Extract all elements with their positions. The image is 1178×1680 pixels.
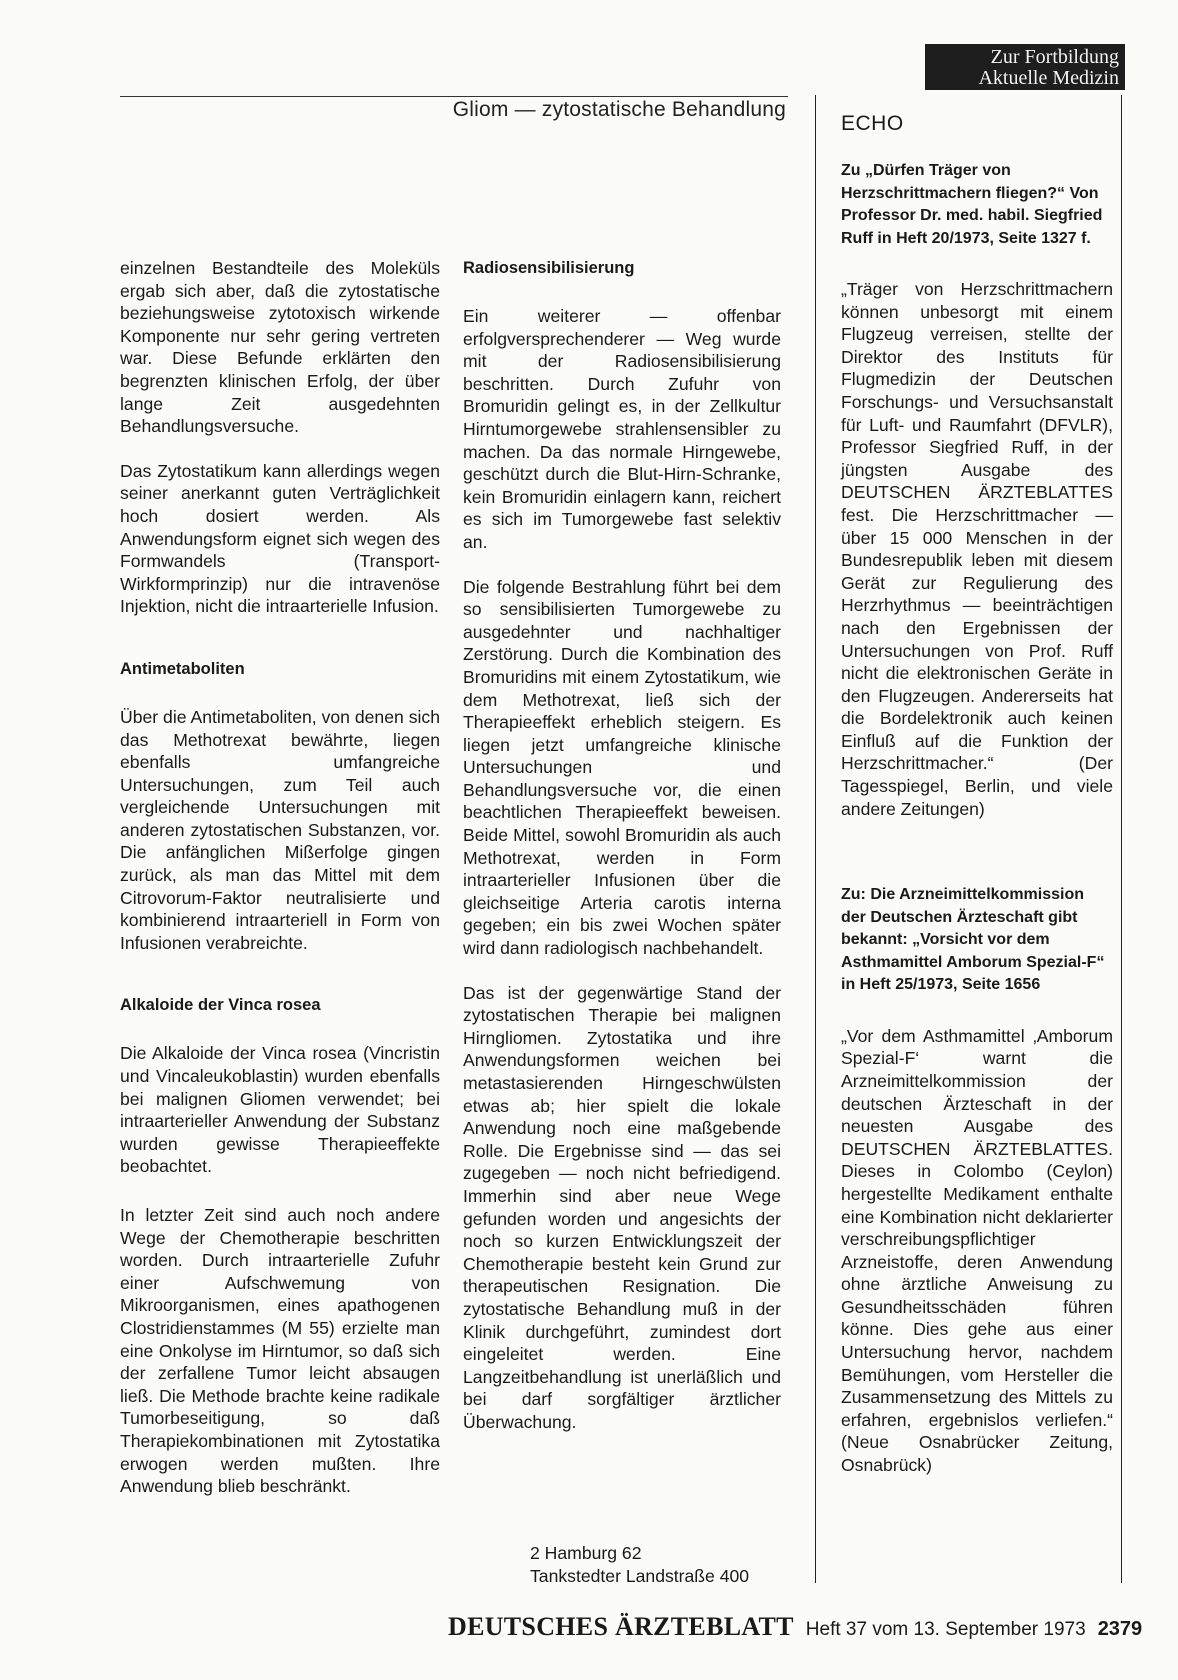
paragraph: Das ist der gegenwärtige Stand der zytostatischen Therapie bei malignen Hirngliomen. Zytostatika und ihre Anwendungsformen weichen bei metastasierenden Hirngeschwülsten etwas ab; hier spielt die lokale Anwendung noch eine maßgebende Rolle. Die Ergebnisse sind — das sei zugegeben — noch nicht befriedigend. Immerhin sind aber neue Wege gefunden worden und angesichts der noch so kurzen Entwicklungszeit der Chemotherapie besteht kein Grund zur therapeutischen Resignation. Die zytostatische Behandlung muß in der Klinik durchgeführt, zumindest dort eingeleitet werden. Eine Langzeitbehandlung ist unerläßlich und bei darf sorgfältiger ärztlicher Überwachung.	[463, 982, 781, 1432]
paragraph: In letzter Zeit sind auch noch andere Wege der Chemotherapie beschritten worden. Durch intraarterielle Zufuhr einer Aufschwemung von Mikroorganismen, eines apathogenen Clostridienstammes (M 55) erzielte man eine Onkolyse im Hirntumor, so daß sich der zerfallene Tumor leicht absaugen ließ. Die Methode brachte keine radikale Tumorbeseitigung, so daß Therapiekombinationen mit Zytostatika erwogen werden mußten. Ihre Anwendung blieb beschränkt.	[120, 1205, 440, 1497]
paragraph: einzelnen Bestandteile des Moleküls ergab sich aber, daß die zytostatische beziehungsweise zytotoxisch wirkende Komponente nur sehr gering vertreten war. Diese Befunde erklärten den begrenzten klinischen Erfolg, der über lange Zeit ausgedehnten Behandlungsversuche.	[120, 258, 440, 437]
paragraph: Die Alkaloide der Vinca rosea (Vincristin und Vincaleukoblastin) wurden ebenfalls bei malignen Gliomen verwendet; bei intraarterieller Anwendung der Substanz wurden gewisse Therapieeffekte beobachtet.	[120, 1043, 440, 1177]
paragraph: Die folgende Bestrahlung führt bei dem so sensibilisierten Tumorgewebe zu ausgedehnter und nachhaltiger Zerstörung. Durch die Kombination des Bromuridins mit einem Zytostatikum, wie dem Methotrexat, ließ sich der Therapieeffekt erheblich steigern. Es liegen jetzt umfangreiche klinische Untersuchungen und Behandlungsversuche vor, die einen beachtlichen Therapieeffekt beweisen. Beide Mittel, sowohl Bromuridin als auch Methotrexat, werden in Form intraarterieller Infusionen über die gleichseitige Arteria carotis interna gegeben; ein bis zwei Wochen später wird dann radiologisch nachbehandelt.	[463, 576, 781, 959]
section-heading: Alkaloide der Vinca rosea	[120, 996, 321, 1015]
echo-quote: „Vor dem Asthmamittel ‚Amborum Spezial-F‘ warnt die Arzneimittelkommission der deutschen Ärzteschaft in der neuesten Ausgabe des DEUTSCHEN ÄRZTEBLATTES. Dieses in Colombo (Ceylon) hergestellte Medikament enthalte eine Kombination nicht deklarierter verschreibungspflichtiger Arzneistoffe, deren Anwendung ohne ärztliche Anweisung zu Gesundheitsschäden führen könne. Dies gehe aus einer Untersuchung hervor, nachdem Bemühungen, vom Hersteller die Zusammensetzung des Mittels zu erfahren, ergebnislos verliefen.“ (Neue Osnabrücker Zeitung, Osnabrück)	[841, 1025, 1113, 1476]
paragraph: Das Zytostatikum kann allerdings wegen seiner anerkannt guten Verträglichkeit hoch dosiert werden. Als Anwendungsform eignet sich wegen des Formwandels (Transport-Wirkformprinzip) nur die intravenöse Injektion, nicht die intraarterielle Infusion.	[120, 460, 440, 617]
journal-name: DEUTSCHES ÄRZTEBLATT	[448, 1612, 794, 1641]
page-footer	[448, 1612, 1142, 1642]
paragraph: Über die Antimetaboliten, von denen sich das Methotrexat bewährte, liegen ebenfalls umfangreiche Untersuchungen, zum Teil auch vergleichende Untersuchungen mit anderen zytostatischen Substanzen, vor. Die anfänglichen Mißerfolge gingen zurück, als man das Mittel mit dem Citrovorum-Faktor neutralisierte und kombinierend intraarteriell in Form von Infusionen verabreichte.	[120, 706, 440, 953]
left-column	[120, 257, 440, 1520]
address-line: 2 Hamburg 62	[530, 1543, 642, 1563]
echo-title: ECHO	[841, 112, 904, 135]
section-badge-line1: Zur Fortbildung	[990, 46, 1119, 68]
section-heading: Radiosensibilisierung	[463, 259, 635, 277]
echo-column	[841, 160, 1113, 1499]
address-line: Tankstedter Landstraße 400	[530, 1565, 750, 1586]
section-badge-line2: Aktuelle Medizin	[978, 67, 1119, 89]
running-title: Gliom — zytostatische Behandlung	[452, 98, 786, 121]
echo-reference-heading: Zu: Die Arzneimittelkommission der Deutschen Ärzteschaft gibt bekannt: „Vorsicht vor dem Asthmamittel Amborum Spezial-F“ in Heft 25/1973, Seite 1656	[841, 886, 1105, 994]
paragraph: Ein weiterer — offenbar erfolgversprechenderer — Weg wurde mit der Radiosensibilisierung beschritten. Durch Zufuhr von Bromuridin gelingt es, in der Zellkultur Hirntumorgewebe strahlensensibler zu machen. Da das normale Hirngewebe, geschützt durch die Blut-Hirn-Schranke, kein Bromuridin einlagern kann, reichert es sich im Tumorgewebe fast selektiv an.	[463, 306, 781, 552]
author-address	[530, 1542, 749, 1587]
page-number: 2379	[1097, 1618, 1143, 1640]
echo-reference-heading: Zu „Dürfen Träger von Herzschrittmachern fliegen?“ Von Professor Dr. med. habil. Siegfried Ruff in Heft 20/1973, Seite 1327 f.	[841, 162, 1103, 247]
header-rule	[120, 96, 788, 97]
echo-quote: „Träger von Herzschrittmachern können unbesorgt mit einem Flugzeug verreisen, stellte der Direktor des Instituts für Flugmedizin der Deutschen Forschungs- und Versuchsanstalt für Luft- und Raumfahrt (DFVLR), Professor Siegfried Ruff, in der jüngsten Ausgabe des DEUTSCHEN ÄRZTEBLATTES fest. Die Herzschrittmacher — über 15 000 Menschen in der Bundesrepublik leben mit diesem Gerät zur Regulierung des Herzrhythmus — beeinträchtigen nach den Ergebnissen der Untersuchungen von Prof. Ruff nicht die elektronischen Geräte in den Flugzeugen. Andererseits hat die Bordelektronik auch keinen Einfluß auf die Funktion der Herzschrittmacher.“ (Der Tagesspiegel, Berlin, und viele andere Zeitungen)	[841, 279, 1113, 819]
middle-column	[463, 257, 781, 1456]
section-heading: Antimetaboliten	[120, 659, 245, 678]
issue-info: Heft 37 vom 13. September 1973	[805, 1619, 1086, 1640]
section-badge	[925, 44, 1125, 90]
